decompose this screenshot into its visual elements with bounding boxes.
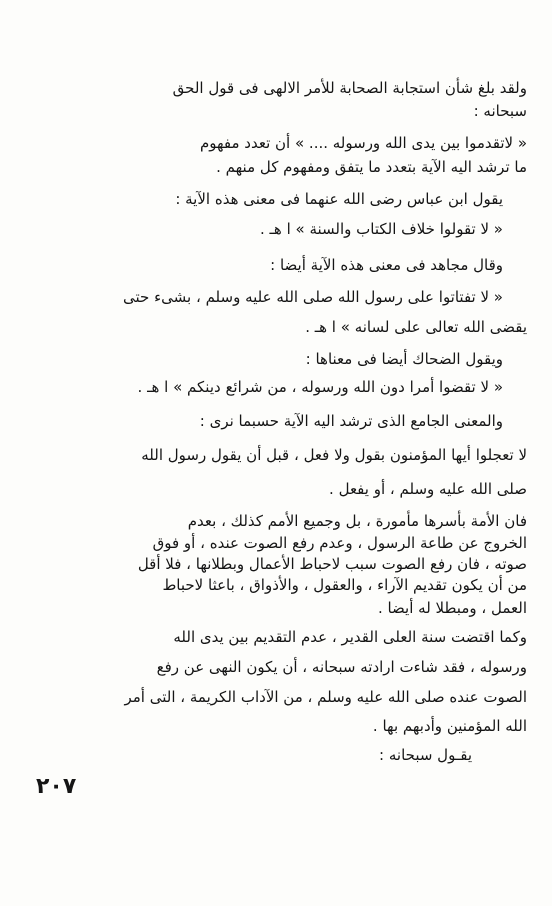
quote-line: « لا تفتاتوا على رسول الله صلى الله عليه وسلم ، بشىء حتى [123, 288, 503, 306]
text-line: ويقول الضحاك أيضا فى معناها : [305, 350, 503, 368]
paragraph-line: ورسوله ، فقد شاءت ارادته سبحانه ، أن يكون النهى عن رفع [156, 658, 527, 676]
paragraph-line: الله المؤمنين وأدبهم بها . [372, 717, 527, 735]
paragraph-line: وكما اقتضت سنة العلى القدير ، عدم التقديم بين يدى الله [173, 628, 527, 646]
quote-line: « لا تقولوا خلاف الكتاب والسنة » ا هـ . [259, 220, 503, 238]
paragraph-line: الخروج عن طاعة الرسول ، وعدم رفع الصوت عنده ، أو فوق [152, 534, 527, 552]
paragraph-line: الصوت عنده صلى الله عليه وسلم ، من الآداب الكريمة ، التى أمر [124, 688, 527, 706]
quote-line: يقضى الله تعالى على لسانه » ا هـ . [305, 318, 527, 336]
text-line: ولقد بلغ شأن استجابة الصحابة للأمر الالهى فى قول الحق [172, 79, 527, 97]
paragraph-line: من أن يكون تقديم الآراء ، والعقول ، والأذواق ، باعثا لاحباط [162, 576, 527, 594]
text-line: لا تعجلوا أيها المؤمنون بقول ولا فعل ، قبل أن يقول رسول الله [141, 446, 527, 464]
quote-line: « لاتقدموا بين يدى الله ورسوله .... » أن تعدد مفهوم [199, 134, 527, 152]
text-line: ما ترشد اليه الآية بتعدد ما يتفق ومفهوم كل منهم . [216, 158, 527, 176]
page-number: ٢٠٧ [36, 774, 77, 799]
paragraph-line: العمل ، ومبطلا له أيضا . [377, 599, 527, 617]
paragraph-line: صوته ، فان رفع الصوت سبب لاحباط الأعمال وبطلانها ، فلا أقل [137, 555, 527, 573]
text-line: والمعنى الجامع الذى ترشد اليه الآية حسبما نرى : [199, 412, 503, 430]
text-line: يقـول سبحانه : [379, 746, 472, 764]
text-line: يقول ابن عباس رضى الله عنهما فى معنى هذه الآية : [175, 190, 503, 208]
quote-line: « لا تقضوا أمرا دون الله ورسوله ، من شرائع دينكم » ا هـ . [137, 378, 503, 396]
text-line: صلى الله عليه وسلم ، أو يفعل . [329, 480, 527, 498]
paragraph-line: فان الأمة بأسرها مأمورة ، بل وجميع الأمم كذلك ، بعدم [187, 512, 527, 530]
text-line: وقال مجاهد فى معنى هذه الآية أيضا : [270, 256, 503, 274]
text-line: سبحانه : [473, 102, 527, 120]
